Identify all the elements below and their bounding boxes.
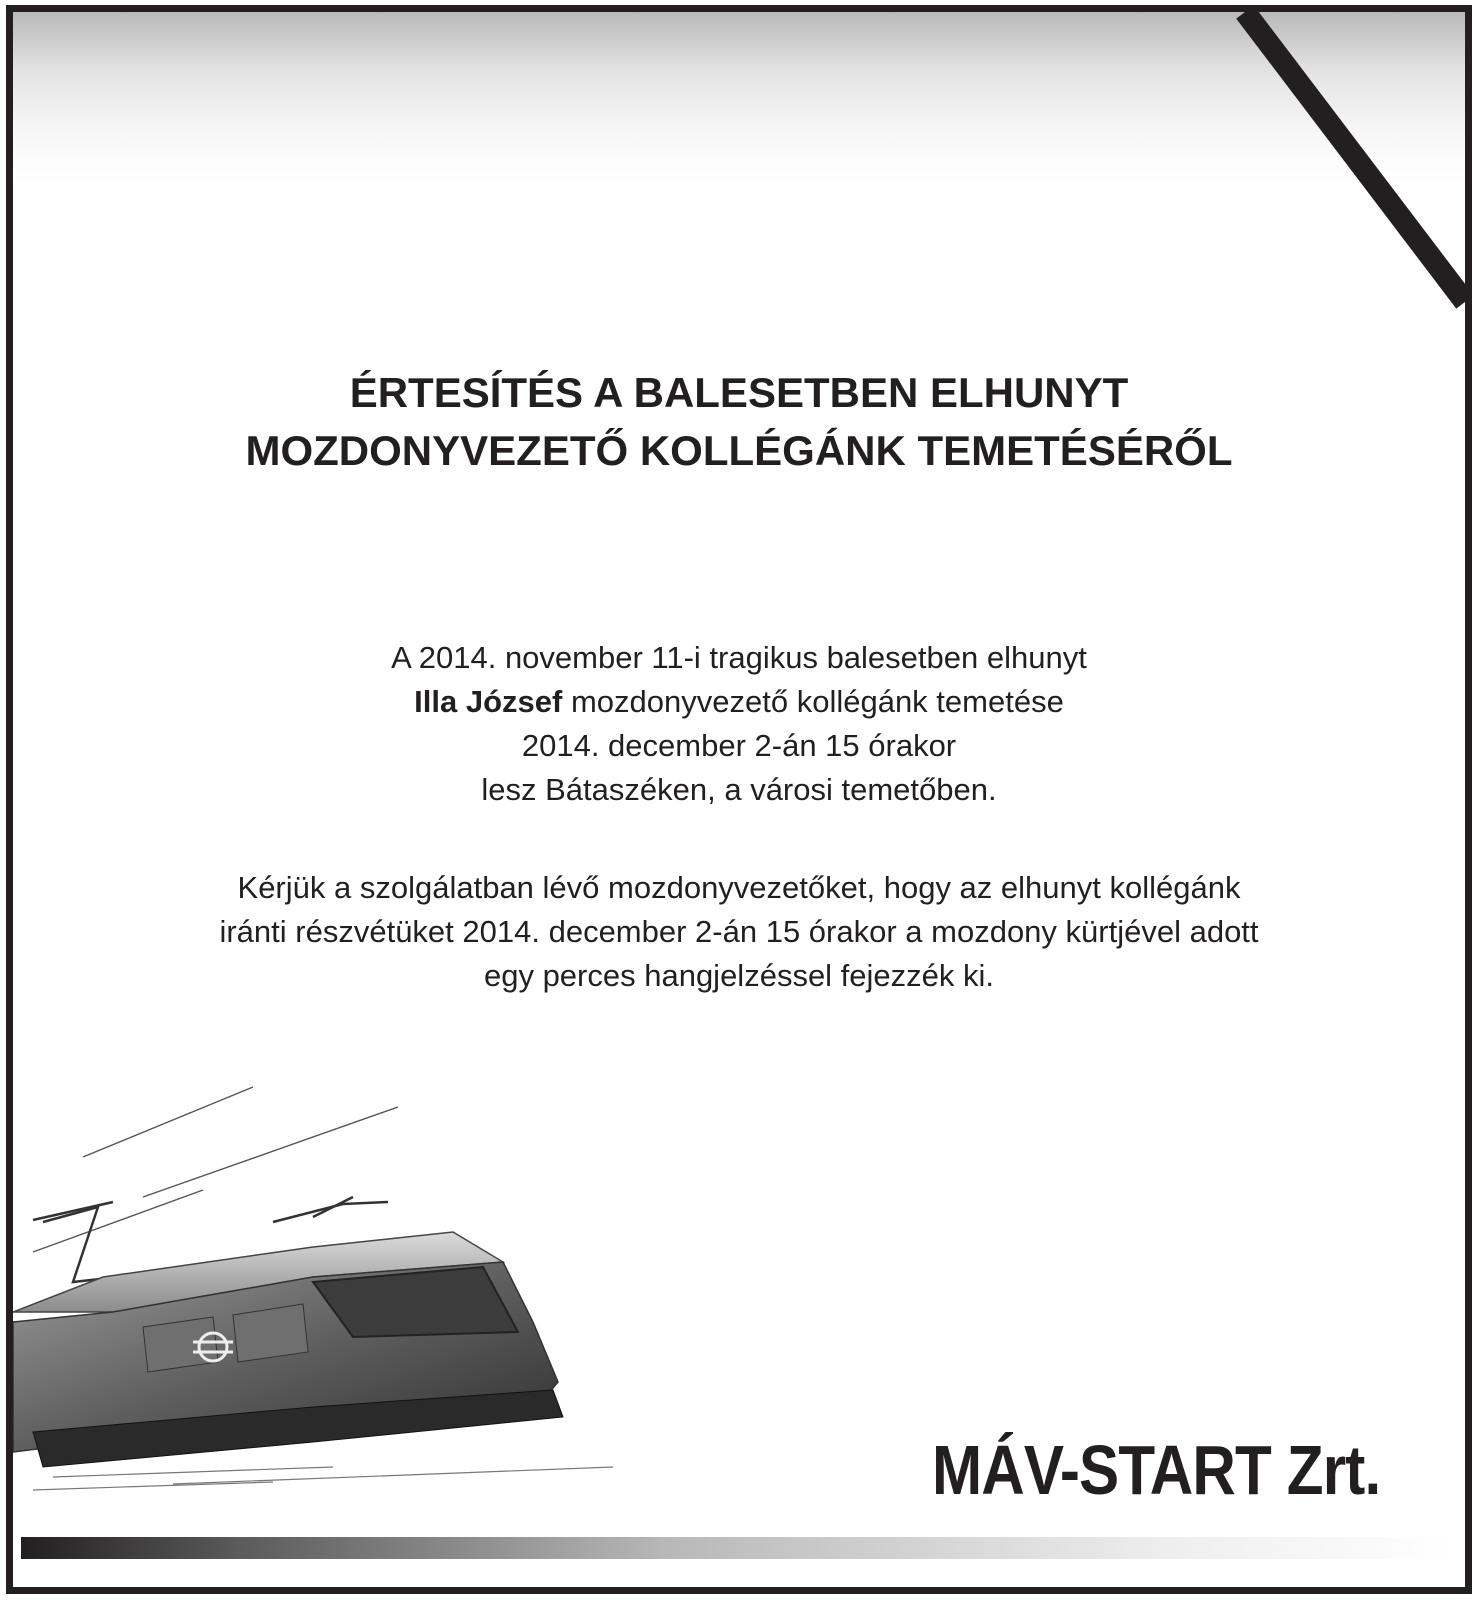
company-signature-logo: MÁV-START Zrt. — [932, 1431, 1381, 1509]
mourning-band-diagonal — [1145, 12, 1465, 312]
funeral-announcement — [13, 636, 1465, 812]
deceased-name: Illa József — [414, 684, 563, 719]
mourning-notice-frame — [6, 5, 1472, 1594]
announcement-line-3: 2014. december 2-án 15 órakor — [521, 728, 957, 763]
request-line-2: iránti részvétüket 2014. december 2-án 15 órakor a mozdony kürtjével adott — [219, 914, 1259, 949]
bottom-gradient-bar — [21, 1537, 1453, 1559]
announcement-line-2-rest: mozdonyvezető kollégánk temetése — [562, 684, 1064, 719]
notice-title — [13, 364, 1465, 480]
title-line-2: MOZDONYVEZETŐ KOLLÉGÁNK TEMETÉSÉRŐL — [245, 427, 1233, 474]
request-paragraph — [13, 866, 1465, 998]
request-line-3: egy perces hangjelzéssel fejezzék ki. — [483, 958, 995, 993]
announcement-line-4: lesz Bátaszéken, a városi temetőben. — [481, 772, 997, 807]
request-line-1: Kérjük a szolgálatban lévő mozdonyvezetőket, hogy az elhunyt kollégánk — [237, 870, 1241, 905]
side-window — [143, 1317, 218, 1372]
title-line-1: ÉRTESÍTÉS A BALESETBEN ELHUNYT — [349, 369, 1129, 416]
locomotive-illustration — [13, 1072, 653, 1492]
overhead-wires — [33, 1087, 398, 1252]
motion-lines — [33, 1467, 613, 1490]
announcement-line-1: A 2014. november 11-i tragikus balesetben elhunyt — [391, 640, 1087, 675]
announcement-line-2 — [13, 680, 1465, 724]
